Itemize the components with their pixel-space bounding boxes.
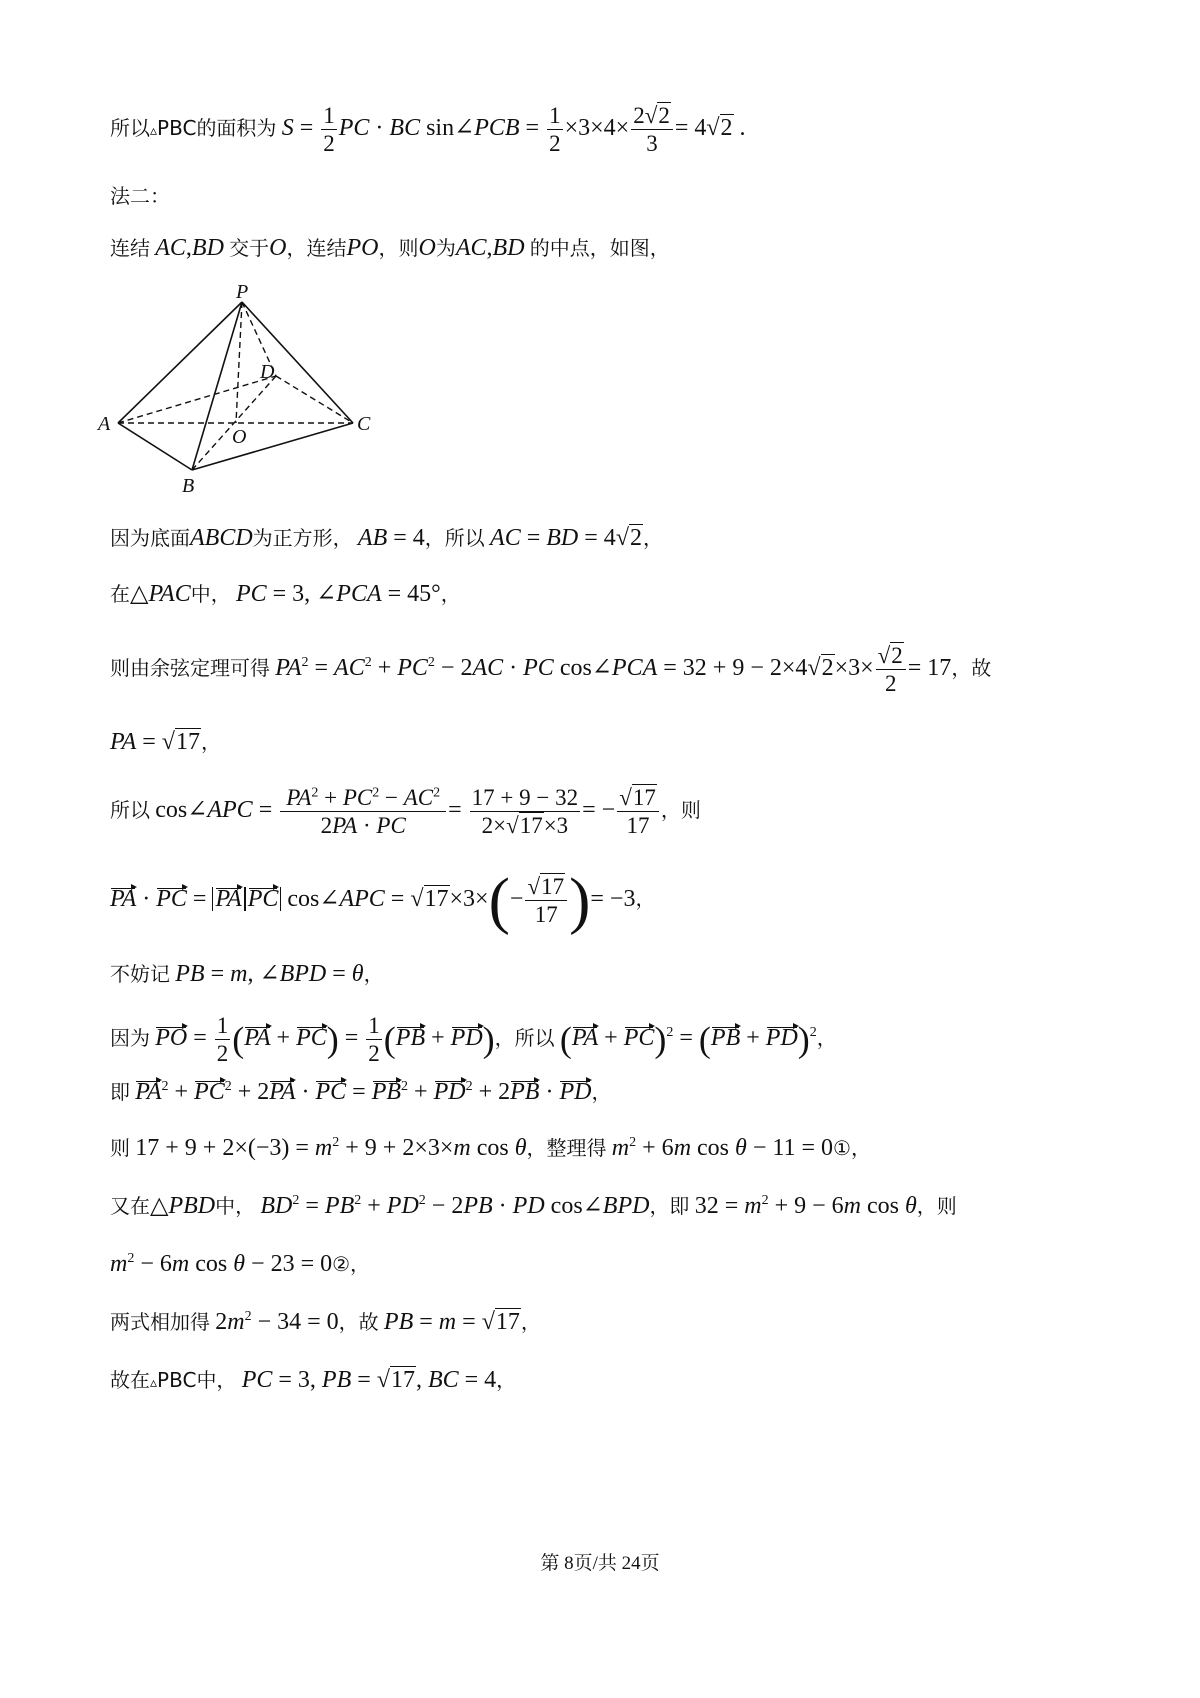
text: 中， xyxy=(196,1368,237,1392)
text: ，则 xyxy=(916,1194,957,1218)
text: 因为 xyxy=(110,1026,150,1051)
line-po-vector: 因为 PO = $\frac{1}{2}$ (PA + PC) = $\frac{1}{2}$ (PB + PD)，所以 (PA + PC)$^2$ = (PB + PD)$^2$， xyxy=(110,1013,837,1066)
text: 所以 xyxy=(110,798,150,823)
text: 又在 xyxy=(110,1194,150,1218)
line-triangle-pac: 在△PAC中， PC = 3, ∠PCA = 45°， xyxy=(110,581,461,607)
line-equation-two: $m^2 - 6m$ cos θ − 23 = 0②， xyxy=(110,1251,371,1277)
text: 交于 xyxy=(229,236,270,260)
line-law-of-cosines: 则由余弦定理可得 $PA^2 = AC^2 + PC^2 - 2AC$ · PC cos∠PCA = 32 + 9 − 2×4√2×3× $\frac{√2}{2}$ = 17，故 xyxy=(110,643,992,696)
triangle-symbol: ▵ xyxy=(150,124,158,140)
text: 中， xyxy=(215,1194,256,1218)
text: 在 xyxy=(110,582,130,606)
text: 连结 xyxy=(110,236,150,260)
text: 故在 xyxy=(110,1368,150,1392)
text: 为 xyxy=(435,236,456,260)
text: 不妨记 xyxy=(110,962,170,986)
line-expand: 即 $PA^2 + PC^2 + 2PA$ · PC = $PB^2 + PD^2 + 2PB$ · PD， xyxy=(110,1079,612,1105)
text: ，即 xyxy=(649,1194,690,1218)
text: 则由余弦定理可得 xyxy=(110,656,270,681)
text: 为正方形， xyxy=(252,526,353,550)
vertex-label-d: D xyxy=(260,361,275,383)
text: PBC xyxy=(157,116,197,141)
text: 则 xyxy=(110,1136,130,1160)
text: 即 xyxy=(110,1080,130,1104)
text: ①， xyxy=(833,1136,871,1160)
line-cos-apc: 所以 cos∠APC = $\frac{PA^2 + PC^2 - AC^2}{2PA \cdot PC}$ = $\frac{17 + 9 - 32}{2\times√17\times 3}$ = − $\frac{√17}{17}$ ，则 xyxy=(110,785,701,838)
text: 的面积为 xyxy=(196,116,277,141)
text: ，则 xyxy=(378,236,419,260)
text: 因为底面 xyxy=(110,526,190,550)
line-triangle-pbc: 故在▵PBC中， PC = 3, PB = √17, BC = 4， xyxy=(110,1367,517,1393)
vertex-label-c: C xyxy=(357,413,371,435)
page-footer: 第 8页/共 24页 xyxy=(540,1553,660,1574)
line-pa-value: PA = √17， xyxy=(110,729,221,755)
line-square-base: 因为底面ABCD为正方形， AB = 4，所以 AC = BD = 4√2， xyxy=(110,525,663,551)
text: 中， xyxy=(190,582,231,606)
text: ，故 xyxy=(338,1310,379,1334)
method-two-heading xyxy=(110,186,170,207)
line-dot-product: PA · PC = PA PC cos∠APC = √17×3×(− $\frac{√17}{17}$ )= −3， xyxy=(110,864,656,935)
line-sum: 两式相加得 $2m^2 - 34 = 0$，故 PB = m = √17， xyxy=(110,1309,541,1335)
text: ，所以 xyxy=(494,1026,555,1051)
text: 法二： xyxy=(110,184,170,208)
vertex-label-a: A xyxy=(98,413,111,435)
text: 所以 xyxy=(110,116,150,141)
line-area-formula xyxy=(110,104,746,155)
text: 的中点，如图， xyxy=(529,236,670,260)
vertex-label-b: B xyxy=(182,475,195,497)
line-let-pb: 不妨记 PB = m, ∠BPD = θ， xyxy=(110,961,384,987)
line-connect: 连结 AC,BD 交于O，连结PO，则O为AC,BD 的中点，如图， xyxy=(110,235,670,261)
text: ，则 xyxy=(660,798,701,823)
text: ，连结 xyxy=(286,236,347,260)
text: ，所以 xyxy=(424,526,485,550)
text: ，故 xyxy=(951,656,992,681)
formula: S = $\frac{1}{2}$ PC · BC sin∠PCB = $\frac{1}{2}$ ×3×4× $\frac{2√2}{3}$ = 4√2 . xyxy=(281,103,746,156)
vertex-label-o: O xyxy=(232,426,247,448)
line-equation-one: 则 $17 + 9 + 2\times(-3) = m^2 + 9 + 2\times 3\times m$ cos θ，整理得 $m^2 + 6m$ cos θ − 11 = 0①， xyxy=(110,1135,871,1161)
pyramid-figure xyxy=(90,280,390,500)
line-triangle-pbd: 又在△PBD中， $BD^2 = PB^2 + PD^2 - 2PB$ · PD cos∠BPD，即 $32 = m^2 + 9 - 6m$ cos θ，则 xyxy=(110,1193,957,1219)
text: ，整理得 xyxy=(526,1136,607,1160)
vertex-label-p: P xyxy=(236,281,249,303)
text: ②， xyxy=(332,1252,371,1276)
text: 两式相加得 xyxy=(110,1310,210,1334)
